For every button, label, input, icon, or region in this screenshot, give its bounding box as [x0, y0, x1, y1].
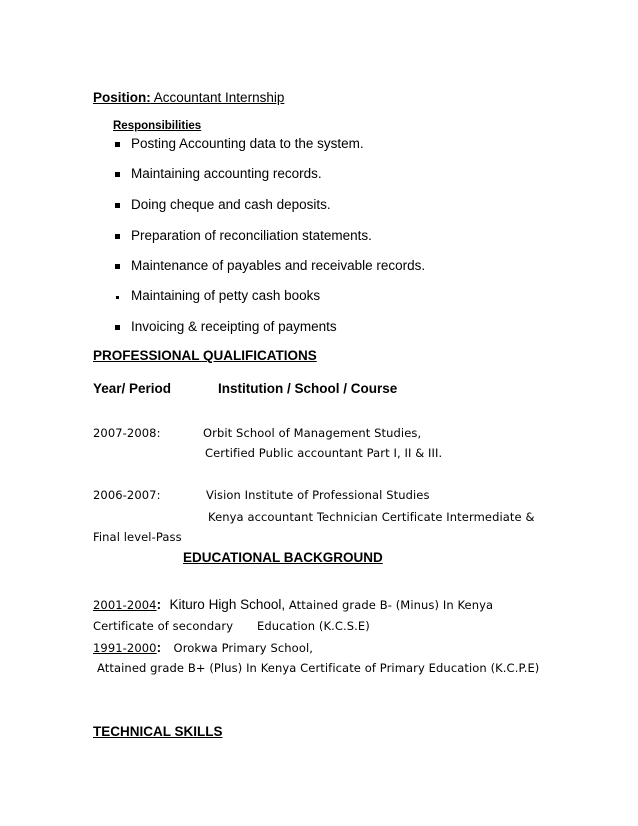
education-colon: :	[156, 640, 162, 655]
bullet-icon	[115, 203, 120, 208]
qualification-course: Kenya accountant Technician Certificate Intermediate &	[208, 510, 535, 524]
education-heading: EDUCATIONAL BACKGROUND	[183, 550, 383, 565]
education-school: Kituro High School,	[169, 597, 286, 612]
qualification-period: 2006-2007:	[93, 488, 161, 502]
education-detail: Attained grade B- (Minus) In Kenya	[285, 598, 494, 612]
qualification-institution: Vision Institute of Professional Studies	[206, 488, 430, 502]
bullet-icon	[115, 172, 120, 177]
list-item-text: Invoicing & receipting of payments	[131, 319, 337, 334]
education-colon: :	[156, 597, 162, 612]
qualification-institution: Orbit School of Management Studies,	[203, 426, 422, 440]
list-item-text: Maintaining accounting records.	[131, 166, 322, 181]
qualification-period: 2007-2008:	[93, 426, 161, 440]
education-years: 1991-2000	[93, 641, 157, 655]
bullet-icon	[116, 296, 119, 299]
column-institution-header: Institution / School / Course	[218, 381, 398, 396]
education-line: Education (K.C.S.E)	[257, 619, 370, 633]
professional-heading: PROFESSIONAL QUALIFICATIONS	[93, 348, 317, 363]
qualification-course: Certified Public accountant Part I, II & III.	[205, 446, 443, 460]
position-line	[93, 90, 284, 105]
list-item-text: Preparation of reconciliation statements.	[131, 228, 372, 243]
bullet-icon	[115, 234, 120, 239]
education-school: Orokwa Primary School,	[173, 641, 314, 655]
list-item-text: Doing cheque and cash deposits.	[131, 197, 331, 212]
list-item-text: Posting Accounting data to the system.	[131, 136, 364, 151]
bullet-icon	[115, 142, 120, 147]
position-value: Accountant Internship	[150, 90, 285, 105]
education-years: 2001-2004	[93, 598, 157, 612]
education-line: Attained grade B+ (Plus) In Kenya Certificate of Primary Education (K.C.P.E)	[97, 661, 540, 675]
education-line: Certificate of secondary	[93, 619, 234, 633]
bullet-icon	[115, 325, 120, 330]
responsibilities-heading: Responsibilities	[113, 120, 202, 132]
technical-heading: TECHNICAL SKILLS	[93, 724, 223, 739]
qualification-course-continued: Final level-Pass	[93, 530, 182, 544]
education-entry	[93, 639, 313, 657]
list-item-text: Maintenance of payables and receivable records.	[131, 258, 426, 273]
education-entry	[93, 596, 493, 614]
bullet-icon	[115, 264, 120, 269]
column-period-header: Year/ Period	[93, 381, 172, 396]
position-label: Position:	[93, 90, 151, 105]
list-item-text: Maintaining of petty cash books	[131, 288, 321, 303]
